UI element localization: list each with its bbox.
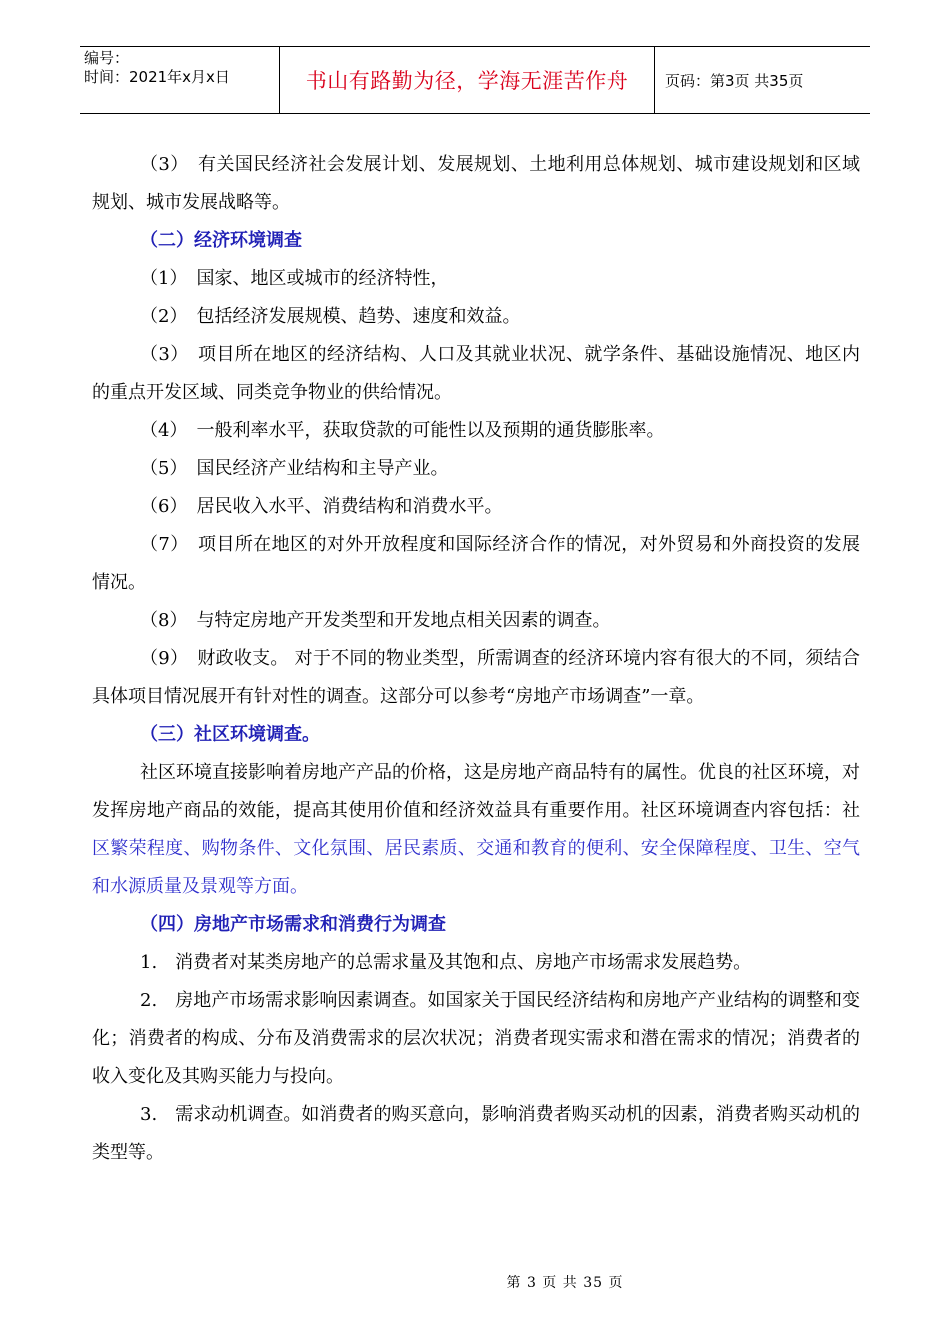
community-highlight: 区繁荣程度、购物条件、文化氛围、居民素质、交通和教育的便利、安全保障程度、卫生、空气和水源质量及景观等方面。 — [92, 838, 860, 897]
paragraph-community — [92, 754, 860, 906]
header-page-info: 页码：第3页 共35页 — [665, 71, 804, 90]
list-item-econ-3: （3） 项目所在地区的经济结构、人口及其就业状况、就学条件、基础设施情况、地区内的重点开发区域、同类竞争物业的供给情况。 — [92, 344, 860, 403]
header-meta — [80, 47, 280, 113]
document-body — [92, 146, 860, 1172]
community-text: 社区环境直接影响着房地产产品的价格，这是房地产商品特有的属性。优良的社区环境，对发挥房地产商品的效能，提高其使用价值和经济效益具有重要作用。社区环境调查内容包括：社 — [92, 762, 860, 821]
section-heading-demand: （四）房地产市场需求和消费行为调查 — [140, 914, 446, 935]
page-footer: 第 3 页 共 35 页 — [506, 1275, 624, 1291]
list-item-econ-6: （6） 居民收入水平、消费结构和消费水平。 — [140, 496, 503, 517]
list-item-econ-9: （9） 财政收支。 对于不同的物业类型，所需调查的经济环境内容有很大的不同，须结合具体项目情况展开有针对性的调查。这部分可以参考“房地产市场调查”一章。 — [92, 648, 860, 707]
list-item-demand-3: 3. 需求动机调查。如消费者的购买意向，影响消费者购买动机的因素，消费者购买动机的类型等。 — [92, 1104, 860, 1163]
list-item-demand-1: 1. 消费者对某类房地产的总需求量及其饱和点、房地产市场需求发展趋势。 — [140, 952, 752, 973]
page-header — [80, 46, 870, 114]
doc-time-label: 时间：2021年x月x日 — [84, 68, 230, 86]
header-motto: 书山有路勤为径，学海无涯苦作舟 — [280, 47, 655, 113]
list-item-econ-4: （4） 一般利率水平，获取贷款的可能性以及预期的通货膨胀率。 — [140, 420, 665, 441]
doc-number-label: 编号： — [84, 49, 130, 67]
list-item-econ-5: （5） 国民经济产业结构和主导产业。 — [140, 458, 449, 479]
paragraph-policy: （3） 有关国民经济社会发展计划、发展规划、土地利用总体规划、城市建设规划和区域规划、城市发展战略等。 — [92, 154, 860, 213]
section-heading-community: （三）社区环境调查。 — [140, 724, 320, 745]
list-item-econ-1: （1） 国家、地区或城市的经济特性， — [140, 268, 449, 289]
list-item-econ-2: （2） 包括经济发展规模、趋势、速度和效益。 — [140, 306, 521, 327]
list-item-econ-8: （8） 与特定房地产开发类型和开发地点相关因素的调查。 — [140, 610, 611, 631]
list-item-demand-2: 2. 房地产市场需求影响因素调查。如国家关于国民经济结构和房地产产业结构的调整和变化；消费者的构成、分布及消费需求的层次状况；消费者现实需求和潜在需求的情况；消费者的收入变化及其购买能力与投向。 — [92, 990, 860, 1087]
list-item-econ-7: （7） 项目所在地区的对外开放程度和国际经济合作的情况，对外贸易和外商投资的发展情况。 — [92, 534, 860, 593]
section-heading-economy: （二）经济环境调查 — [140, 230, 302, 251]
